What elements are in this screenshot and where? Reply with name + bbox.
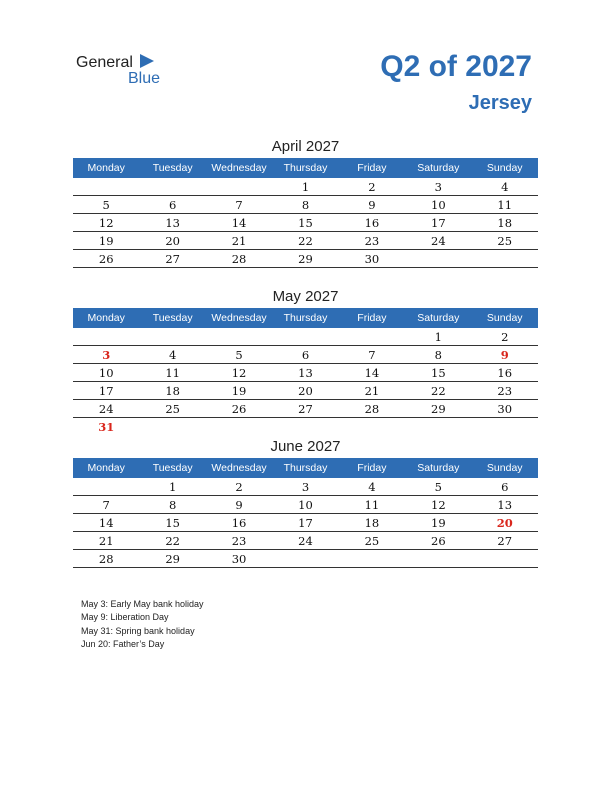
weekday-header: [73, 458, 538, 478]
day-cell: 5: [102, 198, 110, 212]
day-cell: [405, 418, 471, 435]
day-cell: 3: [102, 348, 111, 362]
weekday-label: Friday: [357, 462, 387, 474]
day-cell: 9: [368, 198, 376, 212]
day-cell: 7: [102, 498, 110, 512]
day-cell: 5: [235, 348, 243, 362]
day-cell: 1: [168, 480, 177, 494]
day-cell: 28: [231, 252, 247, 266]
day-cell: 2: [501, 330, 509, 344]
day-cell: 4: [501, 180, 509, 194]
day-cell: [339, 328, 405, 345]
day-cell: 8: [168, 498, 177, 512]
day-cell: 18: [364, 516, 380, 530]
day-cell: 26: [231, 402, 247, 416]
week-row: [73, 550, 538, 568]
day-cell: 7: [368, 348, 376, 362]
week-row: [73, 496, 538, 514]
day-cell: 6: [301, 348, 310, 362]
day-cell: 13: [298, 366, 313, 380]
day-cell: 25: [364, 534, 380, 548]
day-cell: 16: [497, 366, 513, 380]
day-cell: 8: [301, 198, 310, 212]
calendar-june: [73, 436, 538, 568]
weekday-label: Saturday: [417, 312, 460, 324]
day-cell: 10: [98, 366, 114, 380]
day-cell: 20: [496, 516, 513, 530]
day-cell: 14: [364, 366, 380, 380]
day-cell: 3: [434, 180, 442, 194]
day-cell: 7: [235, 198, 243, 212]
weekday-header: [73, 158, 538, 178]
day-cell: [206, 418, 272, 435]
logo-triangle-icon: [140, 54, 154, 68]
day-cell: 1: [434, 330, 442, 344]
day-cell: 27: [298, 402, 313, 416]
day-cell: [272, 418, 338, 435]
week-row: [73, 382, 538, 400]
day-cell: [139, 418, 205, 435]
week-row: [73, 196, 538, 214]
day-cell: 10: [431, 198, 446, 212]
day-cell: 18: [497, 216, 513, 230]
weekday-label: Thursday: [283, 462, 328, 474]
day-cell: 10: [298, 498, 313, 512]
day-cell: 20: [165, 234, 180, 248]
week-row: [73, 364, 538, 382]
day-cell: 29: [165, 552, 180, 566]
weekday-label: Sunday: [486, 462, 523, 474]
holiday-notes: [81, 598, 204, 651]
day-cell: 21: [364, 384, 380, 398]
day-cell: [73, 328, 139, 345]
day-cell: 5: [434, 480, 442, 494]
day-cell: 25: [497, 234, 513, 248]
day-cell: 18: [165, 384, 180, 398]
weekday-label: Monday: [87, 462, 125, 474]
weekday-label: Monday: [87, 312, 125, 324]
week-row: [73, 214, 538, 232]
week-row: [73, 514, 538, 532]
weekday-label: Saturday: [417, 462, 460, 474]
weekday-label: Tuesday: [152, 162, 193, 174]
day-cell: 26: [98, 252, 114, 266]
day-cell: 22: [165, 534, 180, 548]
page-subtitle: Jersey: [468, 92, 532, 114]
weekday-label: Monday: [87, 162, 125, 174]
day-cell: [339, 418, 405, 435]
month-title: May 2027: [272, 288, 339, 305]
day-cell: 28: [364, 402, 380, 416]
week-row: [73, 532, 538, 550]
day-cell: [206, 328, 272, 345]
day-cell: 26: [431, 534, 446, 548]
day-cell: 2: [368, 180, 376, 194]
day-cell: [139, 328, 205, 345]
day-cell: 29: [298, 252, 313, 266]
weekday-label: Sunday: [486, 162, 523, 174]
day-cell: 16: [364, 216, 380, 230]
logo-general-text: General: [76, 54, 133, 71]
day-cell: 21: [98, 534, 114, 548]
day-cell: 13: [497, 498, 513, 512]
day-cell: [206, 178, 272, 195]
day-cell: 2: [235, 480, 243, 494]
day-cell: [272, 550, 338, 567]
day-cell: 31: [98, 420, 115, 434]
week-row: [73, 400, 538, 418]
day-cell: [405, 550, 471, 567]
week-row: [73, 232, 538, 250]
holiday-note: May 3: Early May bank holiday: [81, 599, 204, 609]
weekday-label: Wednesday: [211, 162, 267, 174]
day-cell: [405, 250, 471, 267]
day-cell: 15: [431, 366, 446, 380]
day-cell: 29: [431, 402, 446, 416]
day-cell: 14: [231, 216, 247, 230]
day-cell: 23: [364, 234, 380, 248]
day-cell: [472, 550, 538, 567]
weekday-label: Tuesday: [152, 462, 193, 474]
day-cell: 23: [231, 534, 247, 548]
day-cell: 22: [431, 384, 446, 398]
day-cell: 22: [298, 234, 313, 248]
day-cell: 12: [231, 366, 247, 380]
day-cell: 21: [231, 234, 247, 248]
day-cell: 14: [98, 516, 114, 530]
day-cell: 24: [298, 534, 313, 548]
weekday-label: Sunday: [486, 312, 523, 324]
holiday-note: May 9: Liberation Day: [81, 612, 169, 623]
day-cell: 8: [434, 348, 442, 362]
day-cell: 9: [235, 498, 243, 512]
day-cell: 27: [497, 534, 513, 548]
brand-logo: [76, 52, 176, 88]
day-cell: 28: [98, 552, 114, 566]
weekday-label: Wednesday: [211, 462, 267, 474]
day-cell: [472, 250, 538, 267]
day-cell: 25: [165, 402, 180, 416]
day-cell: 3: [301, 480, 310, 494]
day-cell: 23: [497, 384, 513, 398]
day-cell: 6: [501, 480, 509, 494]
day-cell: 16: [231, 516, 247, 530]
week-row: [73, 178, 538, 196]
day-cell: [272, 328, 338, 345]
weekday-label: Thursday: [283, 162, 328, 174]
day-cell: 11: [364, 498, 380, 512]
weekday-label: Wednesday: [211, 312, 267, 324]
week-row: [73, 418, 538, 435]
day-cell: 24: [98, 402, 114, 416]
day-cell: [339, 550, 405, 567]
day-cell: 6: [168, 198, 177, 212]
day-cell: 13: [165, 216, 180, 230]
weekday-header: [73, 308, 538, 328]
week-row: [73, 250, 538, 268]
day-cell: [73, 478, 139, 495]
day-cell: [139, 178, 205, 195]
weekday-label: Thursday: [283, 312, 328, 324]
day-cell: [73, 178, 139, 195]
day-cell: 4: [168, 348, 177, 362]
day-cell: 11: [165, 366, 180, 380]
day-cell: 19: [98, 234, 114, 248]
day-cell: 12: [98, 216, 114, 230]
day-cell: [472, 418, 538, 435]
day-cell: 1: [301, 180, 310, 194]
weekday-label: Saturday: [417, 162, 460, 174]
month-title: June 2027: [270, 438, 341, 455]
page-title: Q2 of 2027: [380, 50, 532, 83]
week-row: [73, 328, 538, 346]
day-cell: 30: [364, 252, 380, 266]
week-row: [73, 478, 538, 496]
day-cell: 15: [298, 216, 313, 230]
day-cell: 12: [431, 498, 446, 512]
month-title: April 2027: [271, 138, 340, 155]
day-cell: 24: [431, 234, 446, 248]
day-cell: 19: [431, 516, 446, 530]
day-cell: 11: [497, 198, 513, 212]
weekday-label: Friday: [357, 162, 387, 174]
holiday-note: May 31: Spring bank holiday: [81, 625, 195, 636]
day-cell: 17: [298, 516, 313, 530]
day-cell: 9: [500, 348, 509, 362]
day-cell: 15: [165, 516, 180, 530]
logo-blue-text: Blue: [128, 70, 161, 87]
day-cell: 20: [298, 384, 313, 398]
calendar-april: [73, 136, 538, 268]
day-cell: 4: [368, 480, 376, 494]
day-cell: 17: [431, 216, 446, 230]
calendar-may: [73, 286, 538, 435]
holiday-note: Jun 20: Father’s Day: [81, 638, 165, 649]
day-cell: 17: [98, 384, 114, 398]
week-row: [73, 346, 538, 364]
day-cell: 30: [497, 402, 513, 416]
weekday-label: Friday: [357, 312, 387, 324]
day-cell: 19: [231, 384, 247, 398]
day-cell: 27: [165, 252, 180, 266]
weekday-label: Tuesday: [152, 312, 193, 324]
day-cell: 30: [231, 552, 247, 566]
